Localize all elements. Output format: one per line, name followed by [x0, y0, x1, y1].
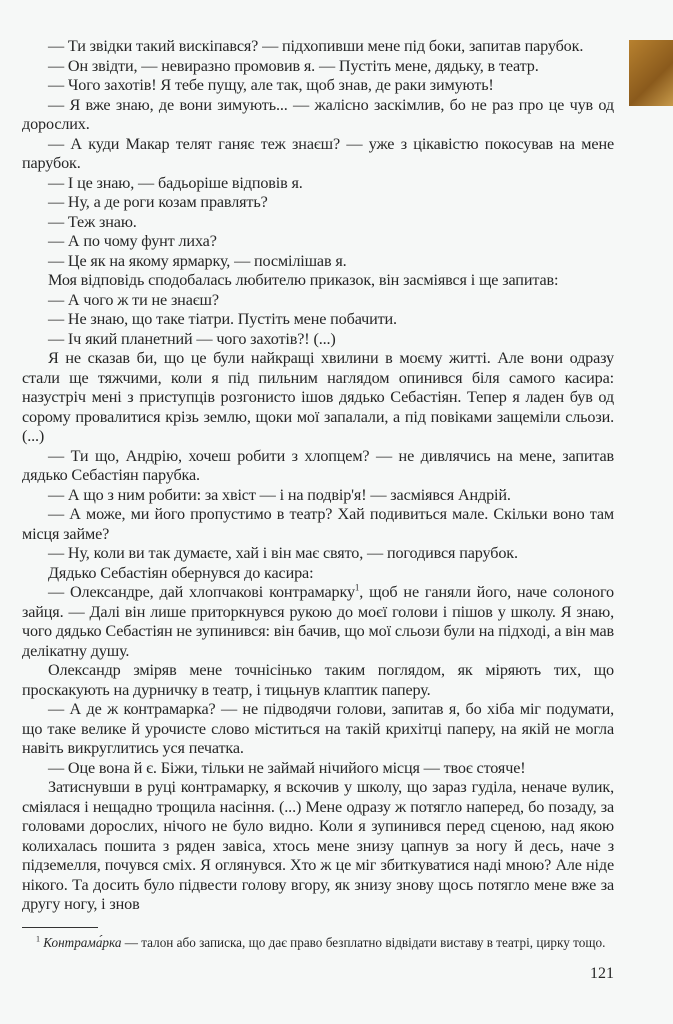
paragraph-with-footnote [22, 583, 614, 661]
paragraph: Олександр зміряв мене точнісінько таким поглядом, як міряють тих, що проскакують на дурничку в театр, і тицьнув клаптик паперу. [22, 661, 614, 699]
body-text [22, 37, 614, 915]
page-number: 121 [590, 964, 614, 982]
paragraph: — Ти що, Андрію, хочеш робити з хлопцем? — не дивлячись на мене, запитав дядько Себастіян парубка. [22, 446, 614, 484]
footnote-reference: 1 [354, 582, 360, 593]
paragraph: — І це знаю, — бадьоріше відповів я. [48, 173, 303, 192]
paragraph: — А може, ми його пропустимо в театр? Хай подивиться мале. Скільки воно там місця займе? [22, 505, 614, 543]
paragraph: Моя відповідь сподобалась любителю приказок, він засміявся і ще запитав: [48, 271, 559, 289]
paragraph: — Іч який планетний — чого захотів?! (...) [48, 329, 336, 348]
paragraph: — А де ж контрамарка? — не підводячи голови, запитав я, бо хіба міг подумати, що таке велике й урочисте слово міститься на такій крихітці паперу, на якій не могла навіть викруглитись уся печатка. [22, 700, 614, 757]
footnote [22, 934, 614, 952]
footnote-text: — талон або записка, що дає право безплатно відвідати виставу в театрі, цирку тощо. [121, 934, 606, 950]
paragraph: — А по чому фунт лиха? [48, 232, 217, 250]
paragraph: — А куди Макар телят ганяє теж знаєш? — уже з цікавістю покосував на мене парубок. [22, 134, 614, 172]
paragraph: Затиснувши в руці контрамарку, я вскочив у школу, що зараз гуділа, неначе вулик, сміялася і нещадно трощила насіння. (...) Мене одразу ж потягло наперед, бо позаду, за головами дорослих, нічого не було видно. Коли я зупинився перед сценою, над якою колихалась пошита з ряден завіса, хтось мене знизу цапнув за ногу й десь, наче з підземелля, почувся сміх. Я оглянувся. Хто ж це міг збиткуватися наді мною? Але ніде нікого. Та досить було підвести голову вгору, як знизу знову щось потягло мене вже за другу ногу, і знов [22, 778, 614, 913]
decorative-ornament-image [629, 40, 673, 106]
footnote-term: Контрама́рка [43, 934, 122, 950]
paragraph: — Оце вона й є. Біжи, тільки не займай нічийого місця — твоє стояче! [48, 758, 526, 777]
paragraph: — Ти звідки такий вискіпався? — підхопивши мене під боки, запитав парубок. [48, 37, 584, 55]
footnote-mark: 1 [36, 934, 40, 944]
paragraph: — Це як на якому ярмарку, — посмілішав я. [48, 251, 347, 270]
paragraph: Я не сказав би, що це були найкращі хвилини в моєму житті. Але вони одразу стали ще тяжчими, коли я під пильним наглядом опинився біля самого касира: назустріч мені з приступців розгонисто ішов дядько Себастіян. Тепер я ладен був од сорому провалитися крізь землю, щоки мої запалали, а під повіками защеміли сльози. (...) [22, 349, 614, 445]
paragraph: — Ну, а де роги козам правлять? [48, 193, 268, 211]
paragraph: — А що з ним робити: за хвіст — і на подвір'я! — засміявся Андрій. [48, 485, 511, 504]
paragraph: — Не знаю, що таке тіатри. Пустіть мене побачити. [48, 310, 397, 328]
paragraph: Дядько Себастіян обернувся до касира: [48, 563, 314, 582]
footnote-divider [22, 927, 98, 928]
paragraph: — А чого ж ти не знаєш? [48, 290, 219, 309]
paragraph: — Ну, коли ви так думаєте, хай і він має свято, — погодився парубок. [48, 544, 518, 562]
paragraph: — Теж знаю. [48, 212, 137, 231]
text-part: — Олександре, дай хлопчакові контрамарку [48, 583, 355, 601]
paragraph: — Я вже знаю, де вони зимують... — жалісно заскімлив, бо не раз про це чув од дорослих. [22, 95, 614, 133]
paragraph: — Он звідти, — невиразно промовив я. — Пустіть мене, дядьку, в театр. [48, 56, 539, 75]
text-part: , щоб не ганяли його, наче солоного зайця. — Далі він лише приторкнувся рукою до моєї голови і пішов у школу. Я знаю, чого дядько Себастіян не зупинився: він бачив, що мої сльози були на підході, а він мав делікатну душу. [22, 583, 615, 660]
paragraph: — Чого захотів! Я тебе пущу, але так, щоб знав, де раки зимують! [48, 76, 494, 94]
